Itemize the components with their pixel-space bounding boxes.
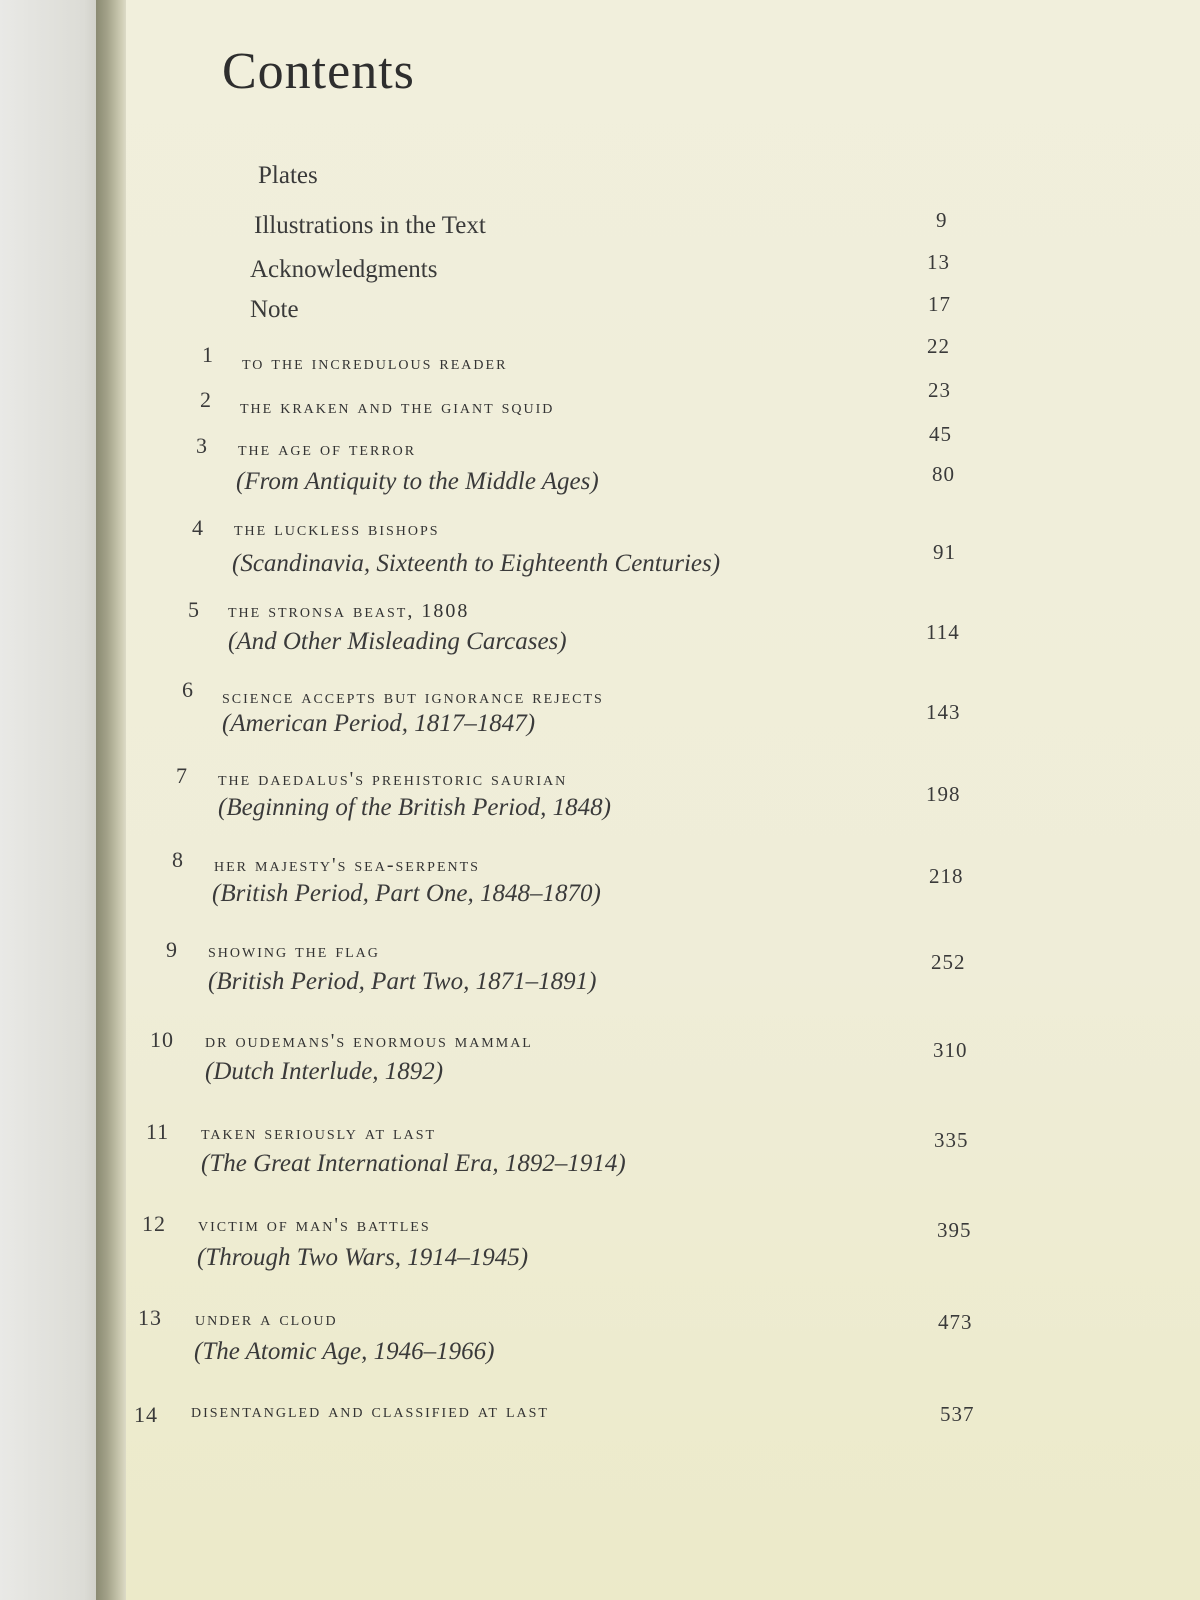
chapter-subtitle: (British Period, Part One, 1848–1870) <box>212 880 601 907</box>
chapter-number: 1 <box>202 342 214 367</box>
page-title: Contents <box>222 43 415 100</box>
chapter-number: 6 <box>182 677 194 702</box>
chapter-number: 9 <box>166 937 178 962</box>
chapter-number: 2 <box>200 387 212 412</box>
page-number: 91 <box>933 540 956 564</box>
chapter-title: the daedalus's prehistoric saurian <box>218 768 568 790</box>
front-matter-illustrations: Illustrations in the Text <box>254 212 486 239</box>
page-number: 22 <box>927 334 950 358</box>
chapter-title: disentangled and classified at last <box>191 1400 549 1422</box>
chapter-number: 11 <box>146 1119 170 1144</box>
page-number: 252 <box>931 950 966 974</box>
chapter-subtitle: (Beginning of the British Period, 1848) <box>218 794 612 821</box>
book-gutter <box>96 0 128 1600</box>
page-number: 537 <box>940 1402 975 1426</box>
page-number: 114 <box>926 620 960 644</box>
page-number: 473 <box>938 1310 973 1334</box>
front-matter-acknowledgments: Acknowledgments <box>250 256 438 283</box>
chapter-subtitle: (American Period, 1817–1847) <box>222 710 536 737</box>
page-number: 395 <box>937 1218 972 1242</box>
chapter-subtitle: (Through Two Wars, 1914–1945) <box>197 1244 529 1271</box>
chapter-title: under a cloud <box>195 1308 338 1330</box>
chapter-number: 7 <box>176 763 188 788</box>
chapter-number: 10 <box>150 1027 174 1052</box>
chapter-title: the kraken and the giant squid <box>240 396 555 418</box>
chapter-title: victim of man's battles <box>198 1214 431 1236</box>
chapter-subtitle: (Scandinavia, Sixteenth to Eighteenth Centuries) <box>232 550 721 577</box>
chapter-title: to the incredulous reader <box>242 352 508 374</box>
chapter-title: the age of terror <box>238 438 417 460</box>
chapter-title: dr oudemans's enormous mammal <box>205 1030 533 1052</box>
chapter-title: taken seriously at last <box>201 1122 437 1144</box>
front-matter-plates: Plates <box>258 162 318 189</box>
page-number: 335 <box>934 1128 969 1152</box>
chapter-title: the stronsa beast, 1808 <box>228 600 470 622</box>
chapter-subtitle: (The Great International Era, 1892–1914) <box>201 1150 626 1177</box>
page-number: 218 <box>929 864 964 888</box>
chapter-subtitle: (Dutch Interlude, 1892) <box>205 1058 444 1085</box>
chapter-number: 5 <box>188 597 200 622</box>
chapter-subtitle: (And Other Misleading Carcases) <box>228 628 567 655</box>
chapter-number: 12 <box>142 1211 166 1236</box>
page-number: 13 <box>927 250 950 274</box>
chapter-number: 14 <box>134 1402 158 1427</box>
chapter-title: showing the flag <box>208 940 380 962</box>
page-number: 17 <box>928 292 951 316</box>
front-matter-note: Note <box>250 296 299 323</box>
page-number: 23 <box>928 378 951 402</box>
page-number: 9 <box>936 208 948 232</box>
page-number: 80 <box>932 462 955 486</box>
chapter-number: 3 <box>196 433 208 458</box>
chapter-title: the luckless bishops <box>234 518 440 540</box>
chapter-title: her majesty's sea-serpents <box>214 854 480 876</box>
chapter-title: science accepts but ignorance rejects <box>222 686 604 708</box>
chapter-subtitle: (From Antiquity to the Middle Ages) <box>236 468 599 495</box>
chapter-number: 8 <box>172 847 184 872</box>
chapter-subtitle: (British Period, Part Two, 1871–1891) <box>208 968 597 995</box>
page-number: 198 <box>926 782 961 806</box>
page-number: 310 <box>933 1038 968 1062</box>
page-number: 143 <box>926 700 961 724</box>
chapter-number: 4 <box>192 515 204 540</box>
chapter-number: 13 <box>138 1305 162 1330</box>
page-number: 45 <box>929 422 952 446</box>
chapter-subtitle: (The Atomic Age, 1946–1966) <box>194 1338 495 1365</box>
